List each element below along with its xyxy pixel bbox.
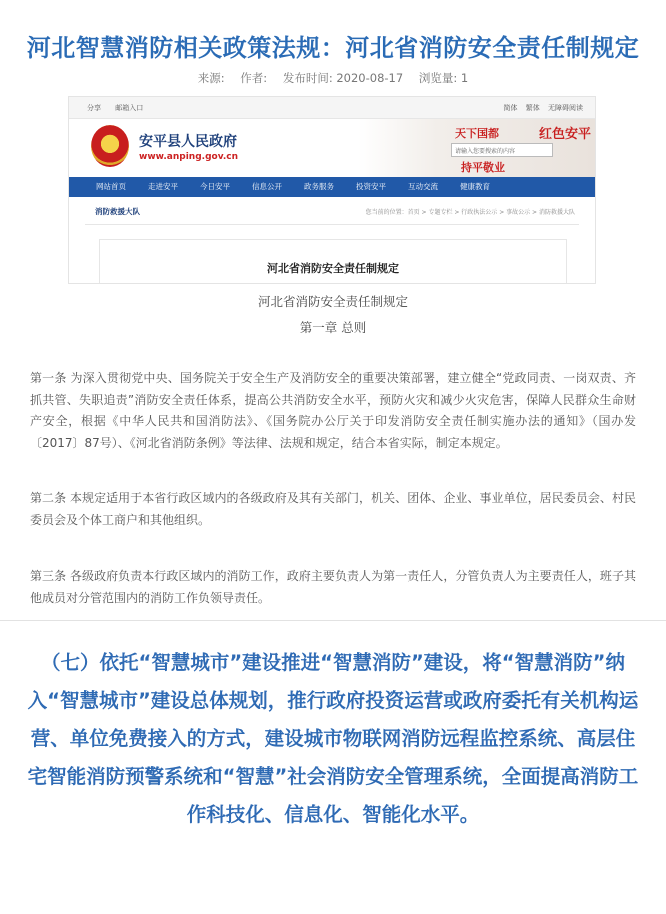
nav-item: 政务服务	[304, 182, 334, 191]
nav-item: 健康教育	[460, 182, 490, 191]
nav-item: 互动交流	[408, 182, 438, 191]
article-paragraph: 第一条 为深入贯彻党中央、国务院关于安全生产及消防安全的重要决策部署，建立健全“党政同责、一岗双责、齐抓共管、失职追责”消防安全责任体系，提高公共消防安全水平，预防火灾和减少火灾危害，保障人民群众生命财产安全，根据《中华人民共和国消防法》、《国务院办公厅关于印发消防安全责任制实施办法的通知》（国办发〔2017〕87号）、《河北省消防条例》等法律、法规和规定，结合本省实际，制定本规定。	[30, 371, 636, 450]
section-header	[85, 197, 579, 225]
article-title: 河北智慧消防相关政策法规：河北省消防安全责任制规定	[26, 34, 640, 62]
embedded-screenshot	[68, 96, 596, 284]
site-nav	[69, 177, 595, 197]
slogan: 天下国都	[455, 127, 499, 140]
article-paragraph: 第二条 本规定适用于本省行政区域内的各级政府及其有关部门，机关、团体、企业、事业单位，居民委员会、村民委员会及个体工商户和其他组织。	[30, 491, 636, 527]
national-emblem-icon	[91, 125, 129, 167]
traditional-link: 繁体	[525, 104, 540, 112]
doc-title: 河北省消防安全责任制规定	[267, 262, 399, 275]
mail-link: 邮箱入口	[115, 104, 144, 112]
simplified-link: 简体	[503, 104, 518, 112]
section-name: 消防救援大队	[95, 207, 140, 216]
highlight-paragraph: （七）依托“智慧城市”建设推进“智慧消防”建设，将“智慧消防”纳入“智慧城市”建设总体规划，推行政府投资运营或政府委托有关机构运营、单位免费接入的方式，建设城市物联网消防远程监控系统、高层住宅智能消防预警系统和“智慧”社会消防安全管理系统，全面提高消防工作科技化、信息化、智能化水平。	[27, 651, 639, 826]
accessibility-link: 无障碍阅读	[548, 104, 583, 112]
breadcrumb: 您当前的位置：首页 > 专题专栏 > 行政执法公示 > 事故公示 > 消防救援大队	[365, 209, 575, 216]
site-url: www.anping.gov.cn	[139, 152, 238, 162]
chapter-heading: 第一章 总则	[299, 320, 367, 335]
view-count: 浏览量: 1	[418, 71, 469, 85]
article-meta	[0, 70, 666, 86]
doc-title-box	[99, 239, 567, 284]
slogan: 持平敬业	[461, 161, 505, 174]
publish-date: 发布时间: 2020-08-17	[282, 71, 404, 85]
share-link: 分享	[87, 104, 101, 112]
nav-item: 投资安平	[356, 182, 386, 191]
site-banner	[69, 119, 595, 177]
source-label: 来源:	[197, 71, 225, 85]
article-paragraph: 第三条 各级政府负责本行政区域内的消防工作，政府主要负责人为第一责任人，分管负责人为主要责任人，班子其他成员对分管范围内的消防工作负领导责任。	[30, 569, 636, 605]
site-name: 安平县人民政府	[139, 134, 237, 150]
nav-item: 今日安平	[200, 182, 230, 191]
author-label: 作者:	[240, 71, 268, 85]
screenshot-topbar	[69, 97, 595, 119]
nav-item: 信息公开	[252, 182, 282, 191]
nav-item: 走进安平	[148, 182, 178, 191]
section-divider	[0, 620, 666, 621]
site-search-input: 请输入您要搜索的内容	[451, 143, 553, 157]
slogan: 红色安平	[539, 127, 592, 142]
nav-item: 网站首页	[96, 182, 126, 191]
image-caption: 河北省消防安全责任制规定	[257, 294, 408, 309]
